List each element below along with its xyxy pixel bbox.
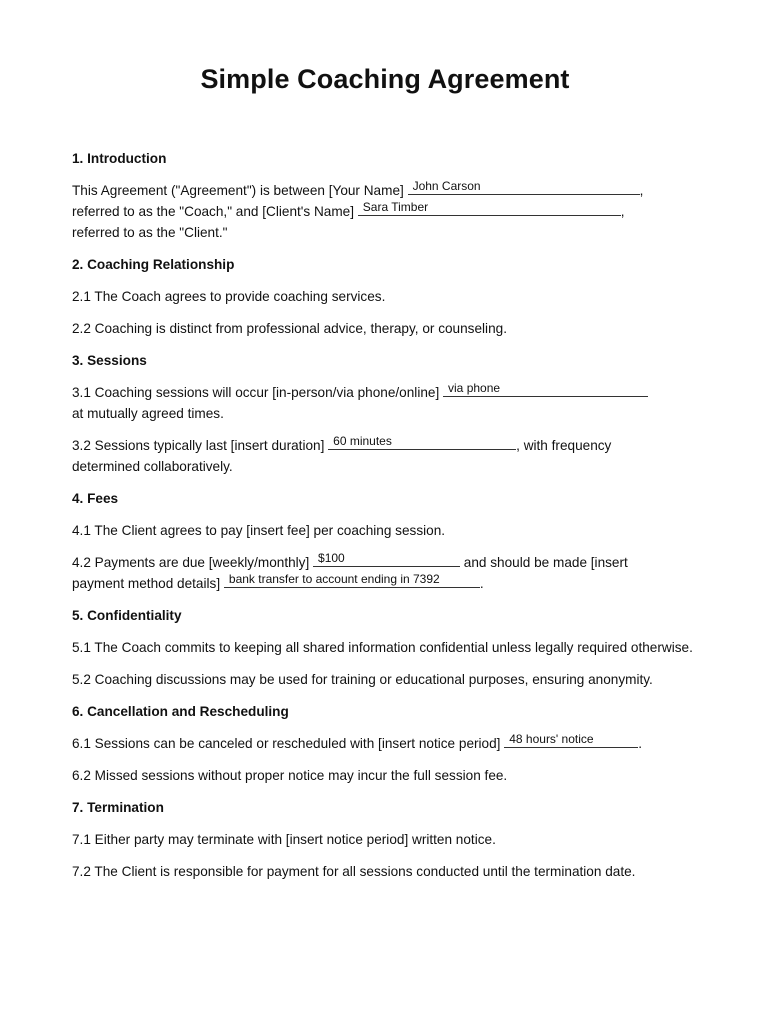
section-heading-relationship: 2. Coaching Relationship xyxy=(72,257,235,272)
clause-text: payment method details] xyxy=(72,576,224,591)
intro-text: referred to as the "Client." xyxy=(72,225,228,240)
your-name-value: John Carson xyxy=(412,179,481,193)
introduction-paragraph xyxy=(72,180,712,243)
termination-clause-7-2: 7.2 The Client is responsible for payment for all sessions conducted until the termination date. xyxy=(72,864,636,879)
session-mode-value: via phone xyxy=(448,381,501,395)
clause-text: determined collaboratively. xyxy=(72,459,233,474)
fees-clause-4-1: 4.1 The Client agrees to pay [insert fee] per coaching session. xyxy=(72,523,446,538)
session-duration-value: 60 minutes xyxy=(333,434,392,448)
sessions-clause-3-1 xyxy=(72,382,712,424)
client-name-field[interactable] xyxy=(358,200,621,216)
intro-text: , xyxy=(620,204,625,219)
intro-text: , xyxy=(639,183,644,198)
sessions-clause-3-2 xyxy=(72,435,712,477)
clause-text: . xyxy=(638,736,643,751)
section-heading-confidentiality: 5. Confidentiality xyxy=(72,608,182,623)
cancellation-clause-6-1 xyxy=(72,733,712,754)
section-heading-termination: 7. Termination xyxy=(72,800,164,815)
your-name-field[interactable] xyxy=(408,179,640,195)
relationship-clause-2-1: 2.1 The Coach agrees to provide coaching services. xyxy=(72,289,386,304)
payment-amount-field[interactable] xyxy=(313,551,460,567)
session-duration-field[interactable] xyxy=(328,434,516,450)
notice-period-field[interactable] xyxy=(504,732,638,748)
intro-text: This Agreement ("Agreement") is between [Your Name] xyxy=(72,183,408,198)
cancellation-clause-6-2: 6.2 Missed sessions without proper notice may incur the full session fee. xyxy=(72,768,508,783)
section-heading-fees: 4. Fees xyxy=(72,491,119,506)
relationship-clause-2-2: 2.2 Coaching is distinct from professional advice, therapy, or counseling. xyxy=(72,321,507,336)
section-heading-sessions: 3. Sessions xyxy=(72,353,147,368)
clause-text: 3.1 Coaching sessions will occur [in-person/via phone/online] xyxy=(72,385,444,400)
payment-method-value: bank transfer to account ending in 7392 xyxy=(228,572,440,586)
session-mode-field[interactable] xyxy=(443,381,648,397)
clause-text: , with frequency xyxy=(516,438,612,453)
clause-text: and should be made [insert xyxy=(460,555,628,570)
section-heading-cancellation: 6. Cancellation and Rescheduling xyxy=(72,704,289,719)
confidentiality-clause-5-1: 5.1 The Coach commits to keeping all shared information confidential unless legally required otherwise. xyxy=(72,640,693,655)
client-name-value: Sara Timber xyxy=(362,200,429,214)
fees-clause-4-2 xyxy=(72,552,712,594)
clause-text: 3.2 Sessions typically last [insert duration] xyxy=(72,438,329,453)
section-heading-introduction: 1. Introduction xyxy=(72,151,167,166)
clause-text: 4.2 Payments are due [weekly/monthly] xyxy=(72,555,314,570)
intro-text: referred to as the "Coach," and [Client's Name] xyxy=(72,204,358,219)
document-title: Simple Coaching Agreement xyxy=(200,64,570,94)
notice-period-value: 48 hours' notice xyxy=(509,732,594,746)
confidentiality-clause-5-2: 5.2 Coaching discussions may be used for training or educational purposes, ensuring anonymity. xyxy=(72,672,653,687)
payment-amount-value: $100 xyxy=(318,551,345,565)
clause-text: 6.1 Sessions can be canceled or rescheduled with [insert notice period] xyxy=(72,736,505,751)
clause-text: at mutually agreed times. xyxy=(72,406,224,421)
payment-method-field[interactable] xyxy=(224,572,480,588)
termination-clause-7-1: 7.1 Either party may terminate with [insert notice period] written notice. xyxy=(72,832,496,847)
clause-text: . xyxy=(479,576,484,591)
document-body xyxy=(72,148,712,893)
